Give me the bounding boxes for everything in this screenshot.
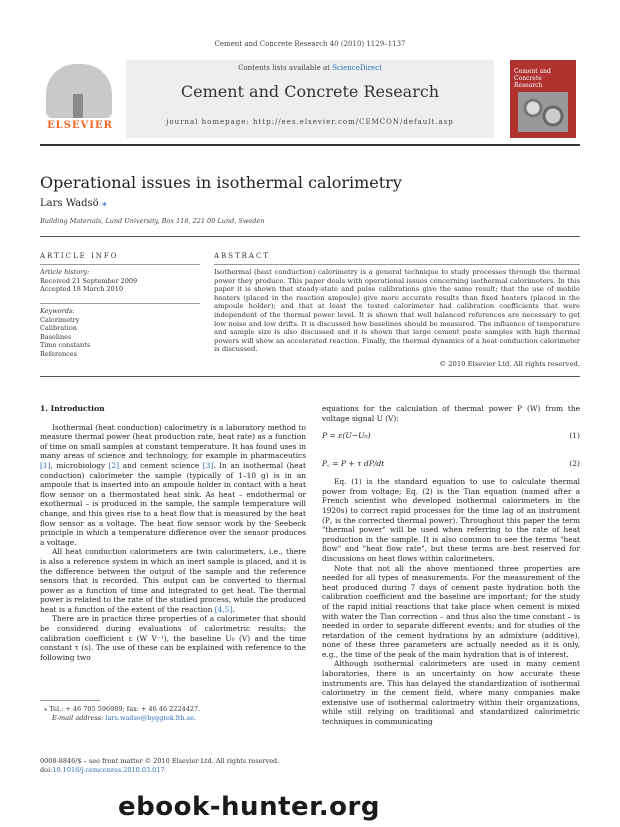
running-head: Cement and Concrete Research 40 (2010) 1129–1137 [214, 40, 406, 48]
paragraph: All heat conduction calorimeters are twin calorimeters, i.e., there is also a reference system in which an inert sample is placed, and it is the difference between the output of the sample and the reference sensors that is recorded. This output can be converted to thermal power as a function of time and integrated to get heat. The thermal power is related to the rate of the studied process, while the produced heat is a function of the extent of the reaction [4,5]. [40, 547, 306, 614]
cover-title: Cement and Concrete Research [514, 68, 551, 89]
accepted-date: Accepted 18 March 2010 [40, 285, 124, 293]
paragraph: Eq. (1) is the standard equation to use to calculate thermal power from voltage; Eq. (2) is the Tian equation (named after a French scientist who developed isothermal calorimeters in the 1920s) to correct rapid processes for the time lag of an instrument (P꜀ is the corrected thermal power). Throughout this paper the term "thermal power" will be used when referring to the rate of heat production in the sample. It is also common to see the terms "heat flow" and "heat flow rate", but these terms are best reserved for discussions on heat flows within calorimeters. [322, 477, 580, 563]
paragraph: Note that not all the above mentioned three properties are needed for all types of measurements. For the measurement of the heat produced during 7 days of cement paste hydration both the calibration coefficient and the baseline are important; for the study of the rapid initial reactions that take place when cement is mixed with water the Tian correction – and thus also the time constant – is needed in order to separate different events; and for studies of the retardation of the cement hydrations by an admixture (additive), none of these three parameters are actually needed as it is only, e.g., the time of the peak of the main hydration that is of interest. [322, 563, 580, 659]
publisher-name: ELSEVIER [47, 120, 113, 131]
header-rule [40, 144, 580, 146]
trunk-icon [73, 94, 83, 118]
abstract-bottom-rule [40, 376, 580, 377]
keyword: Calibration [40, 324, 77, 332]
email-link[interactable]: lars.wadso@byggtek.lth.se [105, 713, 194, 722]
equation-2 [322, 447, 580, 477]
history-label: Article history: [40, 268, 90, 276]
footnote [44, 705, 306, 722]
right-column [322, 404, 580, 727]
keyword: Baselines [40, 332, 72, 341]
author-footnote-mark[interactable]: ⁎ [101, 198, 107, 209]
paragraph: There are in practice three properties of a calorimeter that should be considered during evaluations of calorimetric results: the calibration coefficient ε (W V⁻¹), the baseline U₀ (V) and the time constant τ (s). The use of these can be explained with reference to the following two [40, 614, 306, 662]
abstract-copyright: © 2010 Elsevier Ltd. All rights reserved. [439, 360, 580, 368]
keyword: References [40, 349, 77, 358]
article-title: Operational issues in isothermal calorimetry [40, 173, 402, 192]
issn-line: 0008-8846/$ – see front matter © 2010 Elsevier Ltd. All rights reserved. [40, 757, 280, 765]
article-history [40, 268, 200, 294]
journal-homepage[interactable]: journal homepage: http://ees.elsevier.com/CEMCON/default.asp [166, 118, 454, 126]
footnote-email-line: E-mail address: lars.wadso@byggtek.lth.se. [52, 713, 197, 722]
keywords [40, 307, 200, 358]
sciencedirect-link[interactable]: ScienceDirect [332, 64, 382, 72]
watermark: ebook-hunter.org [118, 792, 380, 822]
doi-link[interactable]: 10.1016/j.cemconres.2010.03.017 [52, 765, 165, 774]
elsevier-logo [40, 60, 120, 138]
footnote-contact: ⁎ Tel.: + 46 705 596989; fax: + 46 46 2224427. [44, 705, 201, 713]
email-label: E-mail address: [52, 713, 106, 722]
keyword: Time constants [40, 341, 91, 349]
keyword: Calorimetry [40, 315, 80, 324]
received-date: Received 21 September 2009 [40, 276, 138, 285]
author [40, 198, 107, 209]
paragraph: Although isothermal calorimeters are used in many cement laboratories, there is an uncertainty on how accurate these instruments are. This has delayed the standardization of isothermal calorimetry in the cement field, where many companies make extensive use of isothermal calorimetry within their organizations, while still relying on traditional and standardized calorimetric techniques in communicating [322, 659, 580, 727]
article-info-rule [40, 264, 200, 265]
footnote-rule [40, 700, 100, 701]
affiliation: Building Materials, Lund University, Box 118, 221 00 Lund, Sweden [40, 217, 265, 225]
abstract-rule [214, 264, 580, 265]
journal-cover [510, 60, 576, 138]
journal-banner [126, 60, 494, 138]
keywords-rule [40, 303, 200, 304]
citation-link[interactable]: [2] [108, 460, 120, 470]
left-column [40, 404, 306, 662]
doi-line: doi:10.1016/j.cemconres.2010.03.017 [40, 765, 165, 774]
journal-header [40, 60, 580, 140]
equation-2-number: (2) [569, 459, 580, 469]
abstract-text: Isothermal (heat conduction) calorimetry is a general technique to study processes through the thermal power they produce. This paper deals with operational issues concerning isothermal calorimeters. In this paper it is shown that steady-state and pulse calibrations give the same result; that the use of mobile heaters (placed in the reaction ampoule) give more accurate results than fixed heaters (placed in the ampoule holder); and that at least the tested calorimeter had calibration coefficients that were independent of the thermal power level. It is shown that well balanced references are necessary to get low noise and low drifts. It is discussed how baselines should be measured. The influence of temperature and sample size is also discussed and it is shown that large cement paste samples with high thermal powers will show an accelerated reaction. Finally, the thermal dynamics of a heat conduction calorimeter is discussed. [214, 268, 580, 354]
article-info-heading: ARTICLE INFO [40, 252, 119, 260]
journal-title: Cement and Concrete Research [180, 82, 440, 101]
citation-link[interactable]: [3] [202, 460, 214, 470]
info-rule [40, 236, 580, 237]
author-name: Lars Wadsö [40, 198, 99, 209]
issn-block [40, 757, 340, 774]
citation-link[interactable]: [1] [40, 460, 51, 470]
paragraph: equations for the calculation of thermal power P (W) from the voltage signal U (V): [322, 404, 580, 423]
paragraph: Isothermal (heat conduction) calorimetry is a laboratory method to measure thermal power (heat production rate, heat rate) as a function of time on small samples at constant temperature. It has found uses in many areas of science and technology, for example in pharmaceutics [1], microbiology [2] and cement science [3]. In an isothermal (heat conduction) calorimeter the sample (typically of 1–10 g) is in an ampoule that is inserted into an ampoule holder in contact with a heat flow sensor on a thermostated heat sink. As heat – endothermal or exothermal – is produced in the sample, the sample temperature will change, and this gives rise to a heat flow that is measured by the heat flow sensor as a voltage. The heat flow sensor work by the Seebeck principle in which a temperature difference over the sensor produces a voltage. [40, 422, 306, 547]
contents-line [126, 64, 494, 72]
abstract-heading: ABSTRACT [214, 252, 271, 260]
equation-1 [322, 423, 580, 447]
citation-link[interactable]: [4,5] [214, 604, 233, 614]
contents-prefix: Contents lists available at [238, 64, 333, 72]
keywords-label: Keywords: [40, 307, 75, 315]
equation-1-number: (1) [569, 431, 580, 441]
cover-image [518, 92, 568, 132]
equation-2-text: P꜀ = P + τ dP/dt [322, 459, 385, 469]
section-heading-introduction: 1. Introduction [40, 404, 105, 413]
equation-1-text: P = ε(U−U₀) [322, 431, 371, 441]
